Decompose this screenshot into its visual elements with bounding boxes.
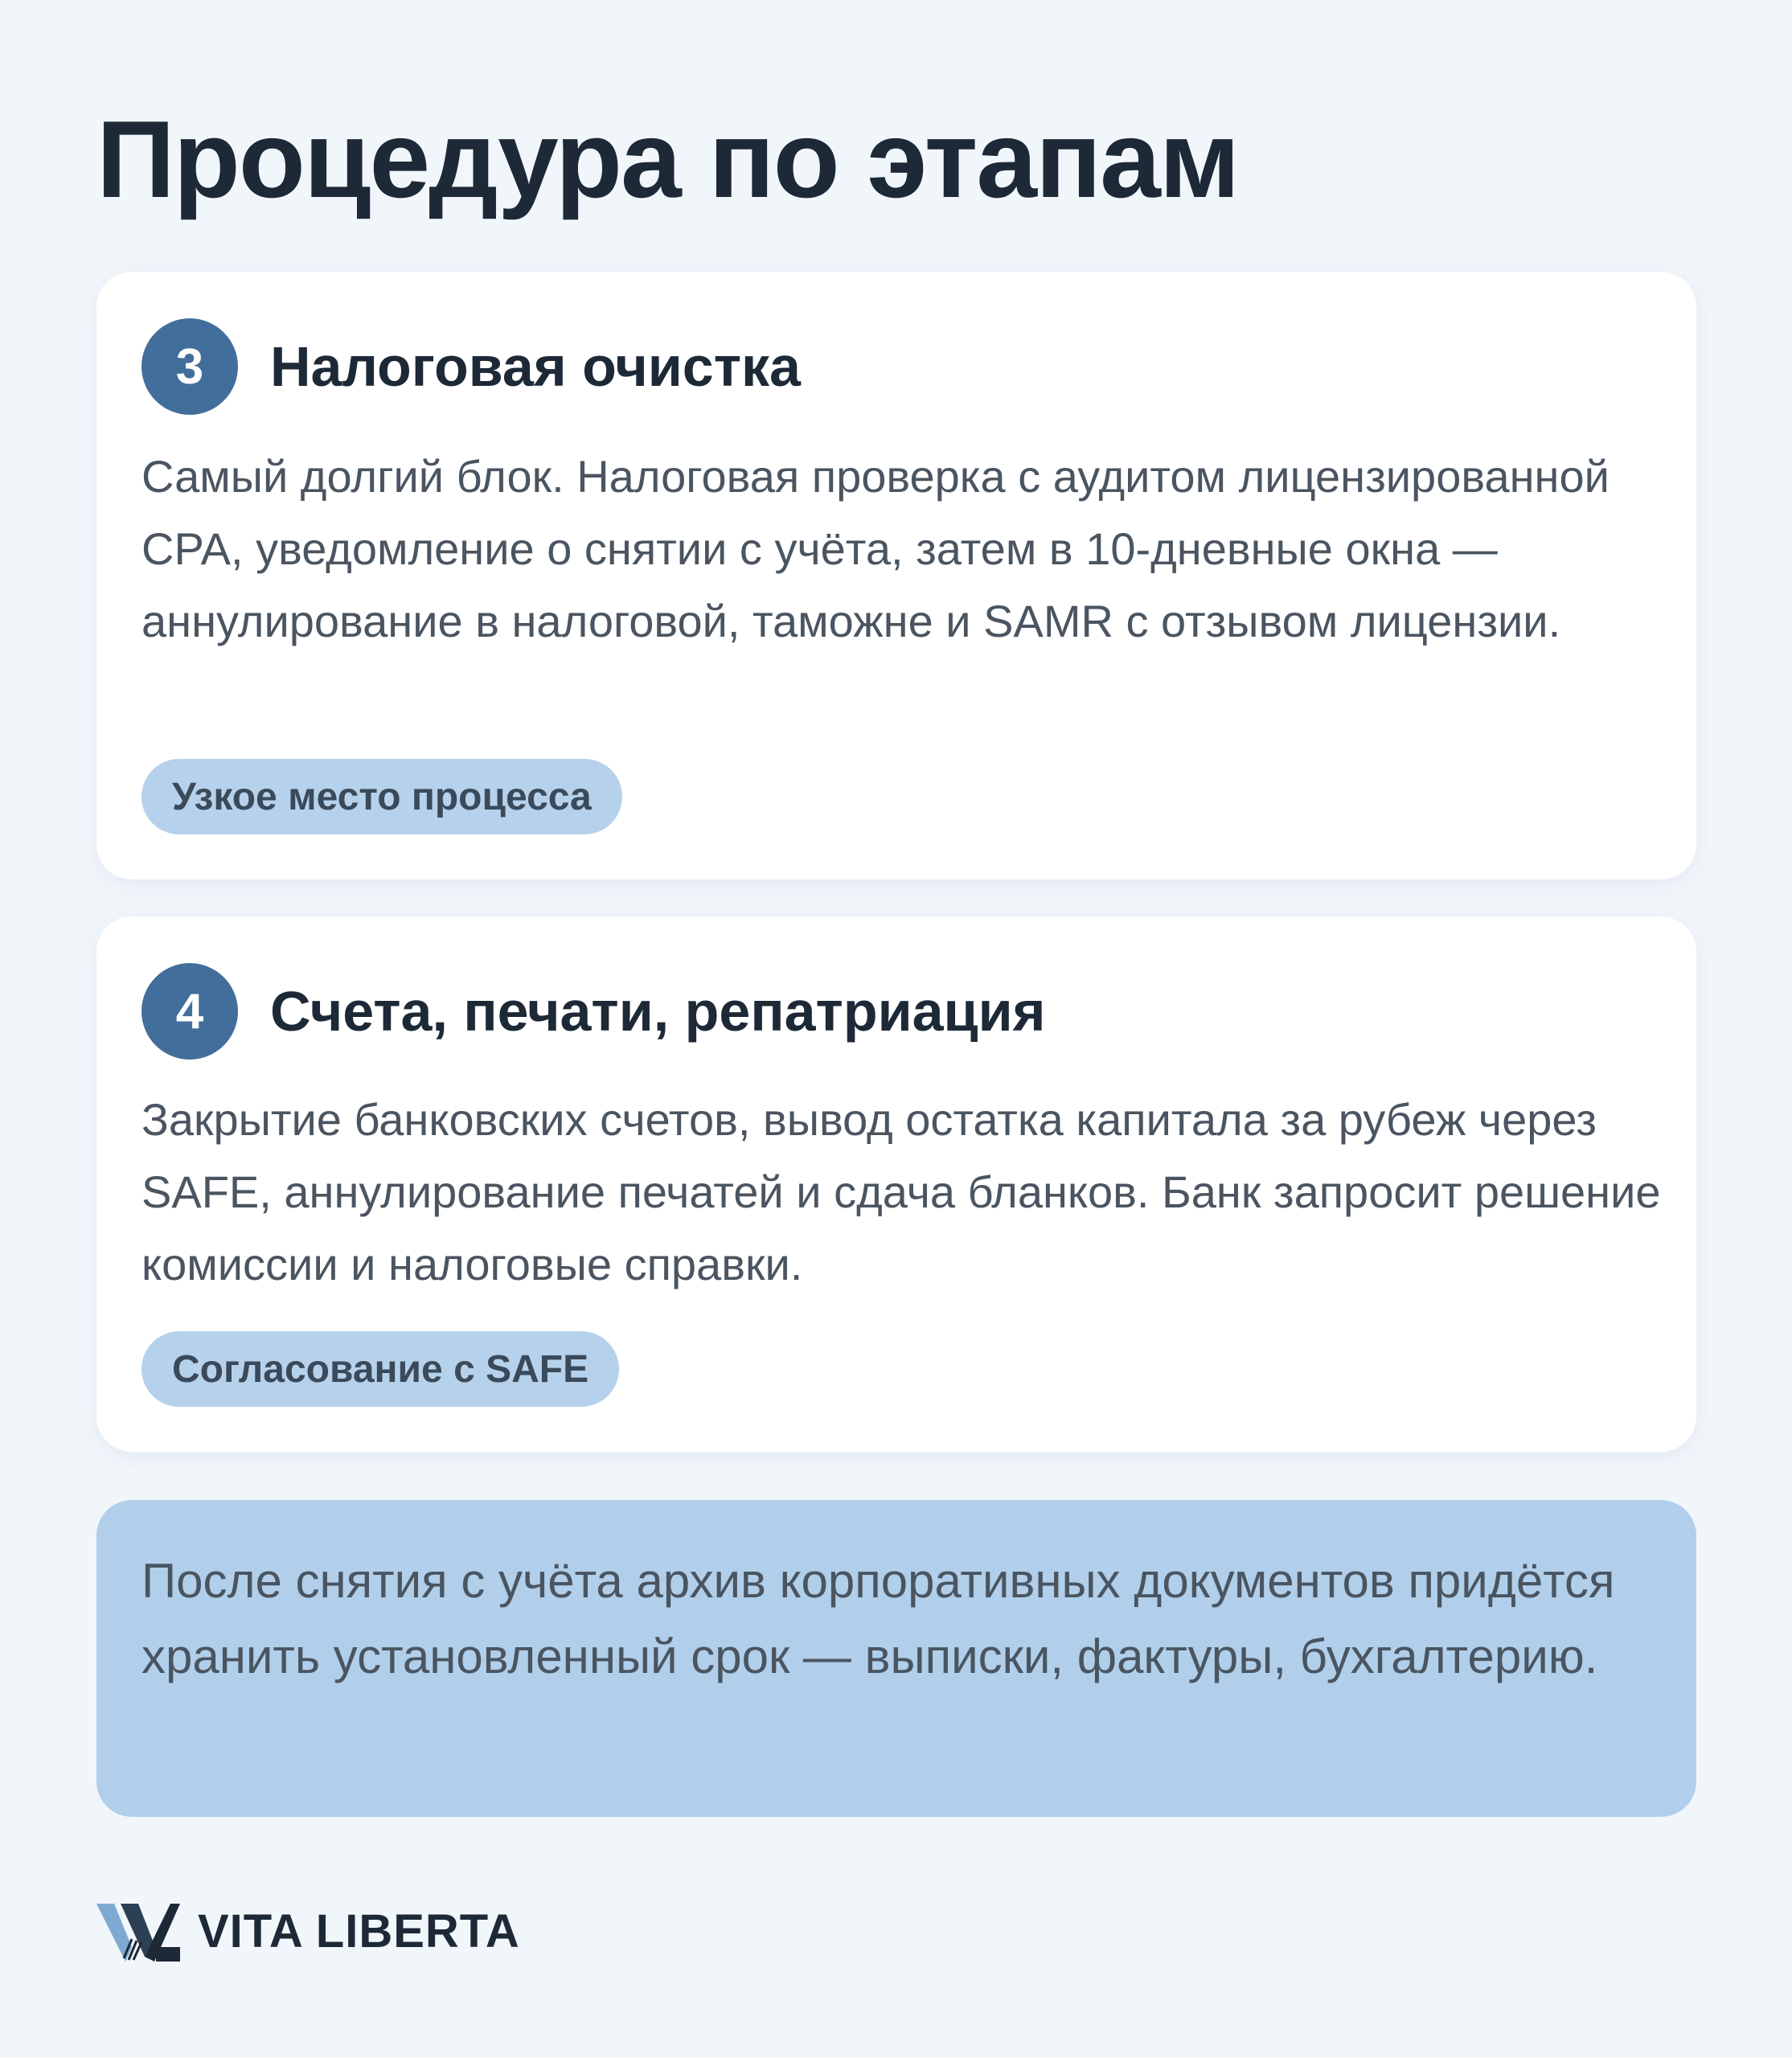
vita-liberta-logo-icon xyxy=(96,1900,180,1962)
step-title: Налоговая очистка xyxy=(270,335,801,398)
step-tag: Узкое место процесса xyxy=(141,759,622,834)
info-note xyxy=(96,1500,1696,1817)
note-text: После снятия с учёта архив корпоративных документов придётся хранить установленный срок — выписки, фактуры, бухгалтерию. xyxy=(141,1554,1615,1683)
step-header xyxy=(141,318,801,415)
step-card-3 xyxy=(96,272,1696,879)
step-description: Самый долгий блок. Налоговая проверка с аудитом лицензированной CPA, уведомление о снятии с учёта, затем в 10-дневные окна — аннулирование в налоговой, таможне и SAMR с отзывом лицензии. xyxy=(141,451,1610,646)
footer-logo xyxy=(96,1899,520,1963)
page-title: Процедура по этапам xyxy=(96,98,1239,220)
step-tag: Согласование с SAFE xyxy=(141,1331,619,1407)
step-description: Закрытие банковских счетов, вывод остатка капитала за рубеж через SAFE, аннулирование печатей и сдача бланков. Банк запросит решение комиссии и налоговые справки. xyxy=(141,1094,1661,1289)
step-header xyxy=(141,963,1045,1060)
step-number-badge: 3 xyxy=(141,318,238,415)
step-title: Счета, печати, репатриация xyxy=(270,980,1046,1043)
brand-name: VITA LIBERTA xyxy=(198,1904,520,1958)
step-number-badge: 4 xyxy=(141,963,238,1060)
step-card-4 xyxy=(96,916,1696,1452)
